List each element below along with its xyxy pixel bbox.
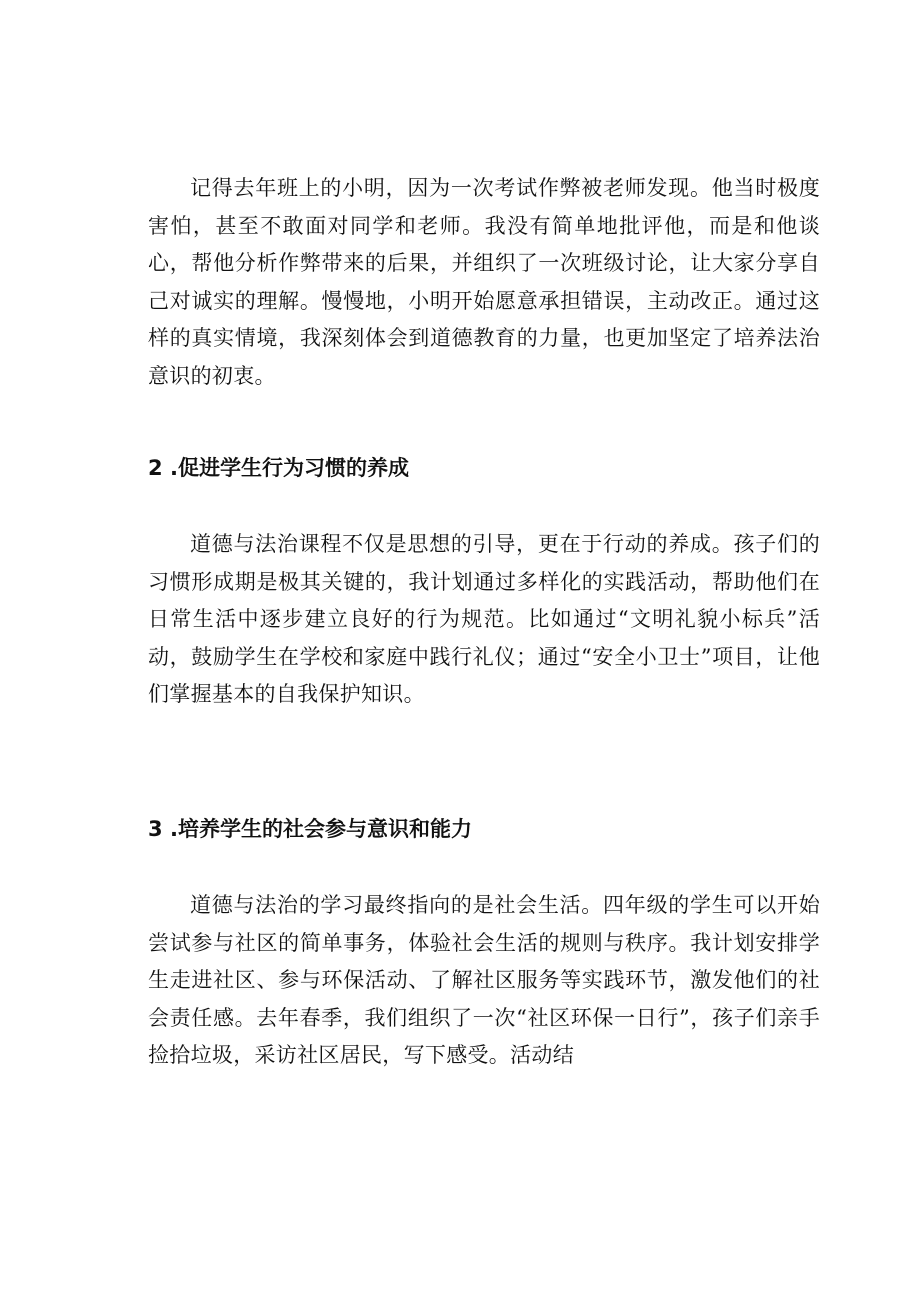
section-heading <box>148 453 820 483</box>
section-number: 3 <box>148 817 163 841</box>
body-paragraph: 记得去年班上的小明，因为一次考试作弊被老师发现。他当时极度害怕，甚至不敢面对同学和老师。我没有简单地批评他，而是和他谈心，帮他分析作弊带来的后果，并组织了一次班级讨论，让大家分享自己对诚实的理解。慢慢地，小明开始愿意承担错误，主动改正。通过这样的真实情境，我深刻体会到道德教育的力量，也更加坚定了培养法治意识的初衷。 <box>148 176 820 388</box>
body-paragraph: 道德与法治的学习最终指向的是社会生活。四年级的学生可以开始尝试参与社区的简单事务，体验社会生活的规则与秩序。我计划安排学生走进社区、参与环保活动、了解社区服务等实践环节，激发他们的社会责任感。去年春季，我们组织了一次“社区环保一日行”，孩子们亲手捡拾垃圾，采访社区居民，写下感受。活动结 <box>148 893 820 1067</box>
section-title: .培养学生的社会参与意识和能力 <box>170 817 472 841</box>
section-number: 2 <box>148 456 163 480</box>
section-heading <box>148 814 820 844</box>
section-title: .促进学生行为习惯的养成 <box>170 456 409 480</box>
body-paragraph: 道德与法治课程不仅是思想的引导，更在于行动的养成。孩子们的习惯形成期是极其关键的，我计划通过多样化的实践活动，帮助他们在日常生活中逐步建立良好的行为规范。比如通过“文明礼貌小标兵”活动，鼓励学生在学校和家庭中践行礼仪；通过“安全小卫士”项目，让他们掌握基本的自我保护知识。 <box>148 532 820 706</box>
